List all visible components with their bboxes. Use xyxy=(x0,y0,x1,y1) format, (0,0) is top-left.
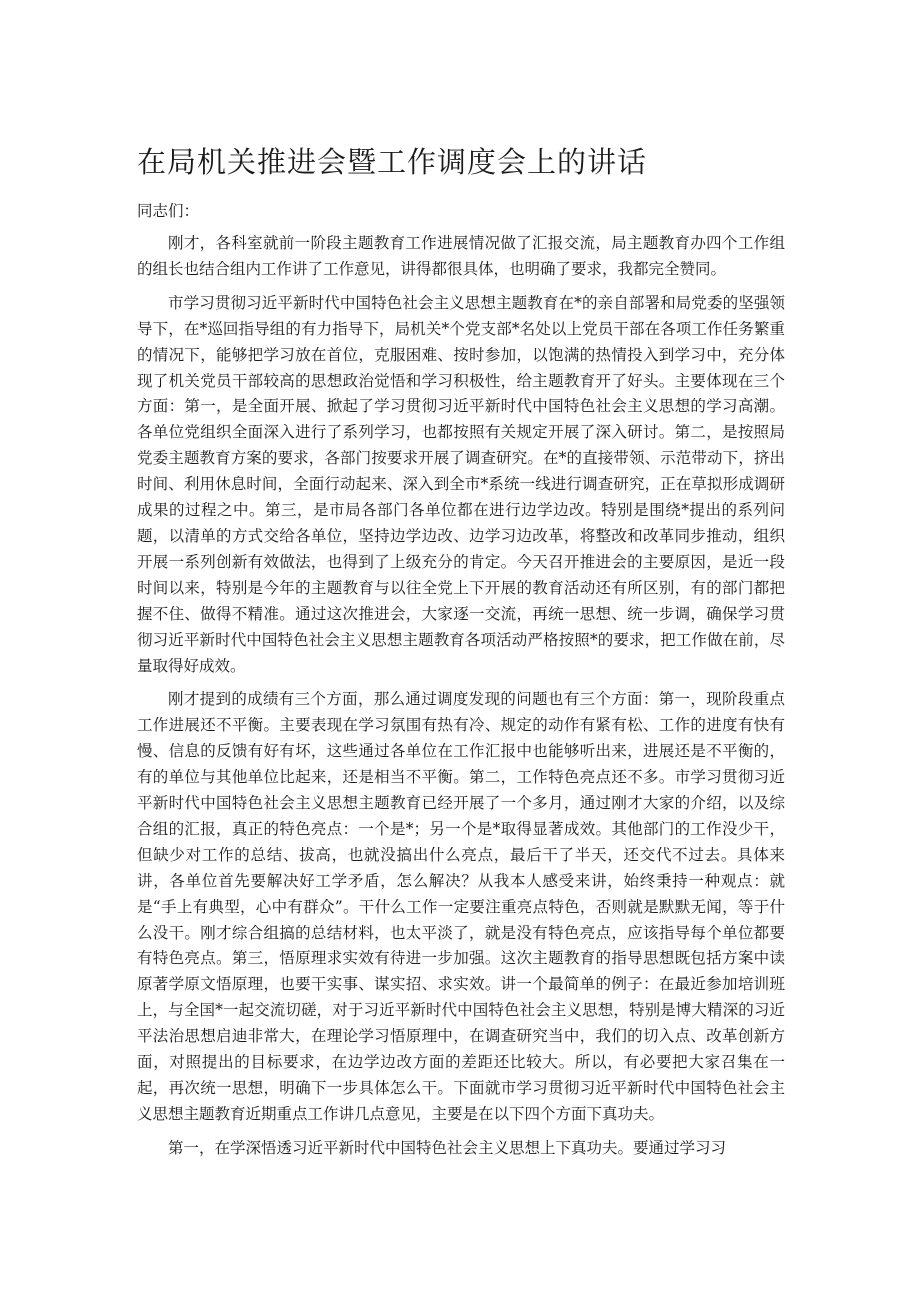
paragraph-4: 第一，在学深悟透习近平新时代中国特色社会主义思想上下真功夫。要通过学习习 xyxy=(168,1138,727,1157)
paragraph-3: 刚才提到的成绩有三个方面，那么通过调度发现的问题也有三个方面：第一，现阶段重点工作进展还不平衡。主要表现在学习氛围有热有冷、规定的动作有紧有松、工作的进度有快有慢、信息的反馈有好有坏，这些通过各单位在工作汇报中也能够听出来，进展还是不平衡的，有的单位与其他单位比起来，还是相当不平衡。第二，工作特色亮点还不多。市学习贯彻习近平新时代中国特色社会主义思想主题教育已经开展了一个多月，通过刚才大家的介绍，以及综合组的汇报，真正的特色亮点：一个是*；另一个是*取得显著成效。其他部门的工作没少干，但缺少对工作的总结、拔高，也就没搞出什么亮点，最后干了半天，还交代不过去。具体来讲，各单位首先要解决好工学矛盾，怎么解决？从我本人感受来讲，始终秉持一种观点：就是“手上有典型，心中有群众”。干什么工作一定要注重亮点特色，否则就是默默无闻，等于什么没干。刚才综合组搞的总结材料，也太平淡了，就是没有特色亮点，应该指导每个单位都要有特色亮点。第三，悟原理求实效有待进一步加强。这次主题教育的指导思想既包括方案中读原著学原文悟原理，也要干实事、谋实招、求实效。讲一个最简单的例子：在最近参加培训班上，与全国*一起交流切磋，对于习近平新时代中国特色社会主义思想，特别是博大精深的习近平法治思想启迪非常大，在理论学习悟原理中，在调查研究当中，我们的切入点、改革创新方面，对照提出的目标要求，在边学边改方面的差距还比较大。所以，有必要把大家召集在一起，再次统一思想，明确下一步具体怎么干。下面就市学习贯彻习近平新时代中国特色社会主义思想主题教育近期重点工作讲几点意见，主要是在以下四个方面下真功夫。 xyxy=(137,690,785,1123)
paragraph-2: 市学习贯彻习近平新时代中国特色社会主义思想主题教育在*的亲自部署和局党委的坚强领导下，在*巡回指导组的有力指导下，局机关*个党支部*名处以上党员干部在各项工作任务繁重的情况下，能够把学习放在首位，克服困难、按时参加，以饱满的热情投入到学习中，充分体现了机关党员干部较高的思想政治觉悟和学习积极性，给主题教育开了好头。主要体现在三个方面：第一，是全面开展、掀起了学习贯彻习近平新时代中国特色社会主义思想的学习高潮。各单位党组织全面深入进行了系列学习，也都按照有关规定开展了深入研讨。第二，是按照局党委主题教育方案的要求，各部门按要求开展了调查研究。在*的直接带领、示范带动下，挤出时间、利用休息时间，全面行动起来、深入到全市*系统一线进行调查研究，正在草拟形成调研成果的过程之中。第三，是市局各部门各单位都在进行边学边改。特别是围绕*提出的系列问题，以清单的方式交给各单位，坚持边学边改、边学习边改革，将整改和改革同步推动，组织开展一系列创新有效做法，也得到了上级充分的肯定。今天召开推进会的主要原因，是近一段时间以来，特别是今年的主题教育与以往全党上下开展的教育活动还有所区别，有的部门都把握不住、做得不精准。通过这次推进会，大家逐一交流，再统一思想、统一步调，确保学习贯彻习近平新时代中国特色社会主义思想主题教育各项活动严格按照*的要求，把工作做在前，尽量取得好成效。 xyxy=(137,293,785,675)
paragraph-1: 刚才，各科室就前一阶段主题教育工作进展情况做了汇报交流，局主题教育办四个工作组的组长也结合组内工作讲了工作意见，讲得都很具体，也明确了要求，我都完全赞同。 xyxy=(137,234,785,278)
greeting: 同志们： xyxy=(137,202,200,220)
document-body xyxy=(137,231,785,1170)
document-title: 在局机关推进会暨工作调度会上的讲话 xyxy=(137,145,648,179)
